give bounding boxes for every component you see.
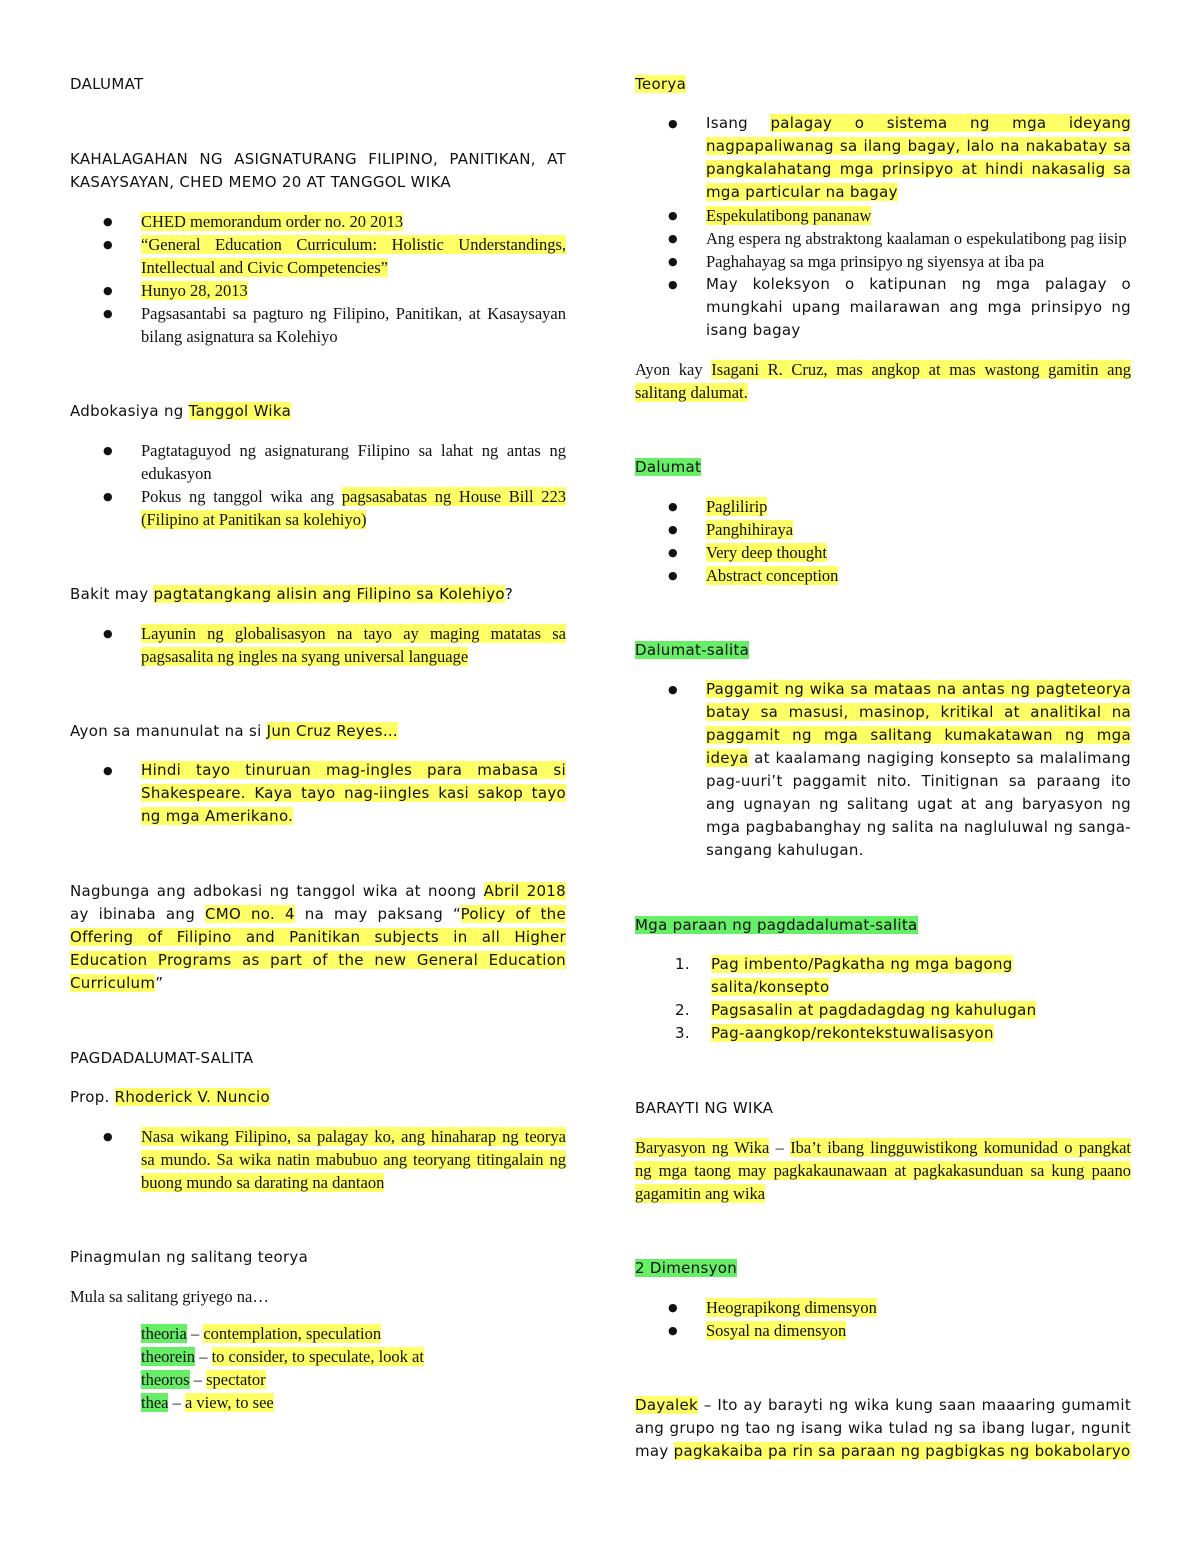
list-item: 3. Pag-aangkop/rekontekstuwalisasyon [675, 1024, 994, 1042]
baryasyon-paragraph: Baryasyon ng Wika – Iba’t ibang lingguwistikong komunidad o pangkat ng mga taong may pagkakaunawaan at pagkakasunduan sa kung paano gagamitin ang wika [635, 1138, 1132, 1203]
ayonkay-paragraph: Ayon kay Isagani R. Cruz, mas angkop at mas wastong gamitin ang salitang dalumat. [635, 360, 1131, 402]
pinagmulan-heading: Pinagmulan ng salitang teorya [70, 1248, 309, 1266]
list-item: ● CHED memorandum order no. 20 2013 [70, 210, 566, 233]
dalumat-salita-heading: Dalumat-salita [635, 641, 750, 659]
mga-paraan-heading: Mga paraan ng pagdadalumat-salita [635, 916, 918, 934]
mula-line: Mula sa salitang griyego na… [70, 1287, 269, 1306]
list-dalumat [635, 495, 1131, 587]
list-ayon [70, 759, 566, 828]
list-item: ● Very deep thought [635, 541, 1131, 564]
list-item: ● Abstract conception [635, 564, 1131, 587]
list-item: ● May koleksyon o katipunan ng mga palagay o mungkahi upang mailarawan ang mga prinsipyo ng isang bagay [635, 273, 1131, 342]
ayon-heading: Ayon sa manunulat na si Jun Cruz Reyes… [70, 722, 399, 740]
list-item: ● Sosyal na dimensyon [635, 1319, 1131, 1342]
list-item: ● Paggamit ng wika sa mataas na antas ng pagteteorya batay sa masusi, masinop, kritikal at analitikal na paggamit ng mga salitang kumakatawan ng mga ideya at kaalamang nagiging konsepto sa malalimang pag-uuri’t paggamit nito. Tinitignan sa paraang ito ang ugnayan ng salitang ugat at ang baryasyon ng mga pagbabanghay ng salita na nagluluwal ng sanga-sangang kahulugan. [635, 678, 1131, 862]
bakit-heading: Bakit may pagtatangkang alisin ang Filipino sa Kolehiyo? [70, 585, 514, 603]
list-bakit [70, 622, 566, 668]
dalumat-heading: Dalumat [635, 458, 702, 476]
list-item: ● Pagsasantabi sa pagturo ng Filipino, Panitikan, at Kasaysayan bilang asignatura sa Kolehiyo [70, 302, 566, 348]
list-item: ● Heograpikong dimensyon [635, 1296, 1131, 1319]
doc-title: DALUMAT [70, 75, 144, 93]
list-item: 1. Pag imbento/Pagkatha ng mga bagong salita/konsepto [675, 955, 1013, 996]
list-item: ● Isang palagay o sistema ng mga ideyang nagpapaliwanag sa ilang bagay, lalo na nakabatay sa pangkalahatang mga prinsipyo at hindi nakasalig sa mga particular na bagay [635, 112, 1131, 204]
dayalek-paragraph: Dayalek – Ito ay barayti ng wika kung saan maaaring gumamit ang grupo ng tao ng isang wika tulad ng sa ibang lugar, ngunit may pagkakaiba pa rin sa paraan ng pagbigkas ng bokabolaryo [635, 1396, 1131, 1460]
nagbunga-paragraph: Nagbunga ang adbokasi ng tanggol wika at noong Abril 2018 ay ibinaba ang CMO no. 4 na may paksang “Policy of the Offering of Filipino and Panitikan subjects in all Higher Education Programs as part of the new General Education Curriculum” [70, 882, 566, 992]
list-item: ● Hindi tayo tinuruan mag-ingles para mabasa si Shakespeare. Kaya tayo nag-iingles kasi sakop tayo ng mga Amerikano. [70, 759, 566, 828]
dimensyon-heading: 2 Dimensyon [635, 1259, 738, 1277]
right-column [635, 70, 1131, 1463]
section-heading-kahalagahan: KAHALAGAHAN NG ASIGNATURANG FILIPINO, PANITIKAN, AT KASAYSAYAN, CHED MEMO 20 AT TANGGOL WIKA [70, 150, 566, 191]
list-item: ● Hunyo 28, 2013 [70, 279, 566, 302]
left-column [70, 70, 566, 1414]
adbokasiya-heading: Adbokasiya ng Tanggol Wika [70, 402, 292, 420]
section-heading-barayti: BARAYTI NG WIKA [635, 1099, 774, 1117]
list-item: ● “General Education Curriculum: Holistic Understandings, Intellectual and Civic Competencies” [70, 233, 566, 279]
greek-term-row: theoros – spectator [141, 1370, 266, 1389]
greek-term-row: theoria – contemplation, speculation [141, 1324, 382, 1343]
list-item: ● Paglilirip [635, 495, 1131, 518]
list-item: ● Nasa wikang Filipino, sa palagay ko, ang hinaharap ng teorya sa mundo. Sa wika natin mabubuo ang teoryang titingalain ng buong mundo sa darating na dantaon [70, 1125, 566, 1194]
list-item: ● Pagtataguyod ng asignaturang Filipino sa lahat ng antas ng edukasyon [70, 439, 566, 485]
list-dalumat-salita [635, 678, 1131, 862]
list-item: ● Ang espera ng abstraktong kaalaman o espekulatibong pag iisip [635, 227, 1131, 250]
list-dimensyon [635, 1296, 1131, 1342]
teorya-heading: Teorya [635, 75, 687, 93]
section-heading-pagdadalumat: PAGDADALUMAT-SALITA [70, 1049, 254, 1067]
list-teorya [635, 112, 1131, 342]
prop-line: Prop. Rhoderick V. Nuncio [70, 1088, 270, 1106]
list-adbokasiya [70, 439, 566, 531]
list-item: ● Espekulatibong pananaw [635, 204, 1131, 227]
list-item: ● Layunin ng globalisasyon na tayo ay maging matatas sa pagsasalita ng ingles na syang universal language [70, 622, 566, 668]
greek-term-row: thea – a view, to see [141, 1393, 274, 1412]
list-item: ● Pokus ng tanggol wika ang pagsasabatas ng House Bill 223 (Filipino at Panitikan sa kolehiyo) [70, 485, 566, 531]
greek-terms [70, 1322, 566, 1414]
greek-term-row: theorein – to consider, to speculate, look at [141, 1347, 424, 1366]
list-item: 2. Pagsasalin at pagdadagdag ng kahulugan [675, 1001, 1037, 1019]
list-item: ● Paghahayag sa mga prinsipyo ng siyensya at iba pa [635, 250, 1131, 273]
list-paraan [635, 953, 1131, 1045]
list-nuncio [70, 1125, 566, 1194]
list-ched [70, 210, 566, 348]
list-item: ● Panghihiraya [635, 518, 1131, 541]
